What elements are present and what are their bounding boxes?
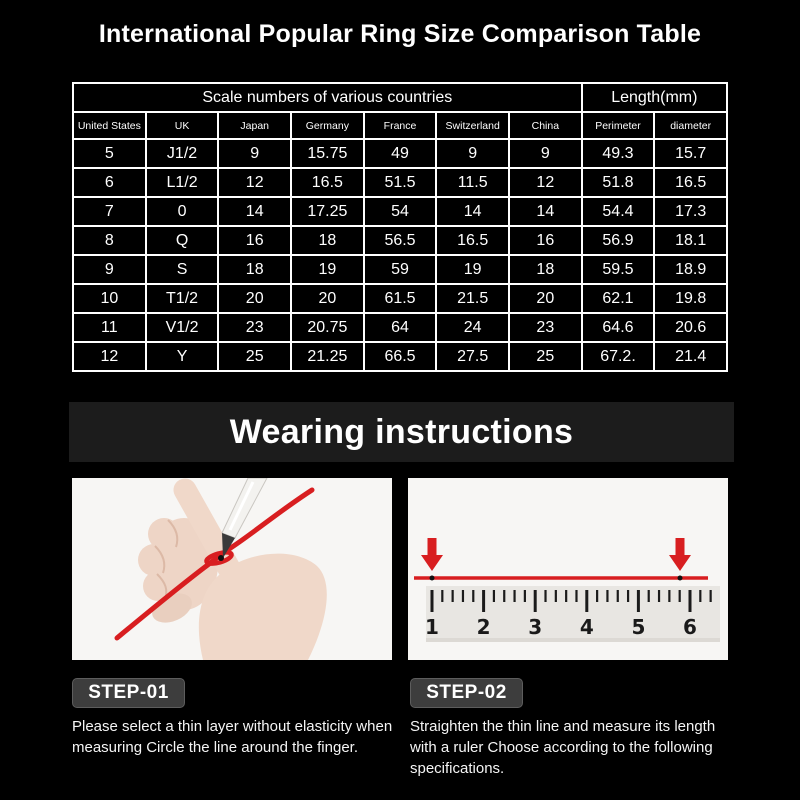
table-cell: 12	[218, 168, 291, 197]
group-header-length: Length(mm)	[582, 83, 727, 112]
table-cell: 59	[364, 255, 437, 284]
step2-illustration-panel	[408, 478, 728, 660]
column-header: Switzerland	[436, 112, 509, 139]
table-cell: 20.6	[654, 313, 727, 342]
table-cell: 9	[218, 139, 291, 168]
table-cell: 6	[73, 168, 146, 197]
table-cell: 64.6	[582, 313, 655, 342]
step1-illustration-panel	[72, 478, 392, 660]
table-cell: 56.9	[582, 226, 655, 255]
ruler-number: 4	[579, 615, 594, 639]
table-cell: 62.1	[582, 284, 655, 313]
table-cell: 16	[218, 226, 291, 255]
table-cell: 18	[509, 255, 582, 284]
table-cell: 16.5	[654, 168, 727, 197]
column-header: China	[509, 112, 582, 139]
table-cell: 66.5	[364, 342, 437, 371]
table-cell: 20	[218, 284, 291, 313]
table-cell: 16.5	[436, 226, 509, 255]
table-cell: L1/2	[146, 168, 219, 197]
table-cell: 61.5	[364, 284, 437, 313]
column-header: UK	[146, 112, 219, 139]
table-cell: 14	[509, 197, 582, 226]
group-header-countries: Scale numbers of various countries	[73, 83, 582, 112]
table-cell: 0	[146, 197, 219, 226]
table-cell: 8	[73, 226, 146, 255]
table-row	[73, 255, 727, 284]
table-cell: 24	[436, 313, 509, 342]
table-cell: 12	[73, 342, 146, 371]
table-cell: J1/2	[146, 139, 219, 168]
column-header: Japan	[218, 112, 291, 139]
table-cell: 17.3	[654, 197, 727, 226]
ruler-number: 5	[631, 615, 646, 639]
table-cell: 16.5	[291, 168, 364, 197]
table-cell: 51.8	[582, 168, 655, 197]
table-cell: 23	[218, 313, 291, 342]
table-cell: 21.4	[654, 342, 727, 371]
line-endpoint-dot	[678, 576, 683, 581]
column-header-row	[73, 112, 727, 139]
column-header: Perimeter	[582, 112, 655, 139]
table-cell: 20.75	[291, 313, 364, 342]
table-row	[73, 284, 727, 313]
table-row	[73, 197, 727, 226]
ruler-number: 1	[425, 615, 439, 639]
ring-size-table	[72, 82, 728, 372]
table-cell: 59.5	[582, 255, 655, 284]
table-cell: 56.5	[364, 226, 437, 255]
table-cell: 18.1	[654, 226, 727, 255]
ruler-number: 6	[683, 615, 697, 639]
table-cell: 17.25	[291, 197, 364, 226]
banner-label: Wearing instructions	[229, 412, 574, 451]
ruler-number: 2	[476, 615, 491, 639]
column-header: diameter	[654, 112, 727, 139]
table-cell: 51.5	[364, 168, 437, 197]
ruler-illustration	[408, 478, 728, 660]
table-cell: 21.25	[291, 342, 364, 371]
table-cell: Y	[146, 342, 219, 371]
ruler-number: 3	[528, 615, 543, 639]
table-cell: 21.5	[436, 284, 509, 313]
table-cell: 11.5	[436, 168, 509, 197]
table-row	[73, 139, 727, 168]
column-header: Germany	[291, 112, 364, 139]
step1-badge: STEP-01	[72, 678, 185, 708]
table-row	[73, 342, 727, 371]
table-cell: 20	[291, 284, 364, 313]
table-cell: 20	[509, 284, 582, 313]
table-cell: 19	[291, 255, 364, 284]
table-cell: 9	[73, 255, 146, 284]
group-header-row	[73, 83, 727, 112]
table-body	[73, 139, 727, 371]
table-cell: 54.4	[582, 197, 655, 226]
table-cell: 23	[509, 313, 582, 342]
ruler-body	[426, 586, 720, 642]
table-cell: 18.9	[654, 255, 727, 284]
page-title: International Popular Ring Size Comparison Table	[98, 20, 702, 48]
table-cell: 15.75	[291, 139, 364, 168]
table-cell: S	[146, 255, 219, 284]
table-cell: 27.5	[436, 342, 509, 371]
table-row	[73, 226, 727, 255]
table-cell: 49.3	[582, 139, 655, 168]
table-cell: 15.7	[654, 139, 727, 168]
table-cell: Q	[146, 226, 219, 255]
table-cell: 14	[218, 197, 291, 226]
table-row	[73, 168, 727, 197]
table-cell: V1/2	[146, 313, 219, 342]
table-cell: 54	[364, 197, 437, 226]
line-endpoint-dot	[430, 576, 435, 581]
table-cell: 5	[73, 139, 146, 168]
table-cell: 7	[73, 197, 146, 226]
step1-description: Please select a thin layer without elasticity when measuring Circle the line around the finger.	[72, 718, 393, 756]
table-cell: 10	[73, 284, 146, 313]
table-cell: 25	[509, 342, 582, 371]
table-cell: 19	[436, 255, 509, 284]
table-cell: 11	[73, 313, 146, 342]
table-cell: 9	[509, 139, 582, 168]
table-cell: 49	[364, 139, 437, 168]
step2-badge: STEP-02	[410, 678, 523, 708]
table-cell: T1/2	[146, 284, 219, 313]
column-header: France	[364, 112, 437, 139]
column-header: United States	[73, 112, 146, 139]
table-cell: 18	[291, 226, 364, 255]
table-row	[73, 313, 727, 342]
table-cell: 9	[436, 139, 509, 168]
table-cell: 64	[364, 313, 437, 342]
table-cell: 25	[218, 342, 291, 371]
table-cell: 14	[436, 197, 509, 226]
table-cell: 12	[509, 168, 582, 197]
step2-description: Straighten the thin line and measure its length with a ruler Choose according to the following specifications.	[410, 718, 716, 777]
hand-illustration	[72, 478, 392, 660]
table-cell: 18	[218, 255, 291, 284]
table-cell: 19.8	[654, 284, 727, 313]
table-cell: 16	[509, 226, 582, 255]
table-cell: 67.2.	[582, 342, 655, 371]
wearing-instructions-banner	[69, 402, 734, 462]
